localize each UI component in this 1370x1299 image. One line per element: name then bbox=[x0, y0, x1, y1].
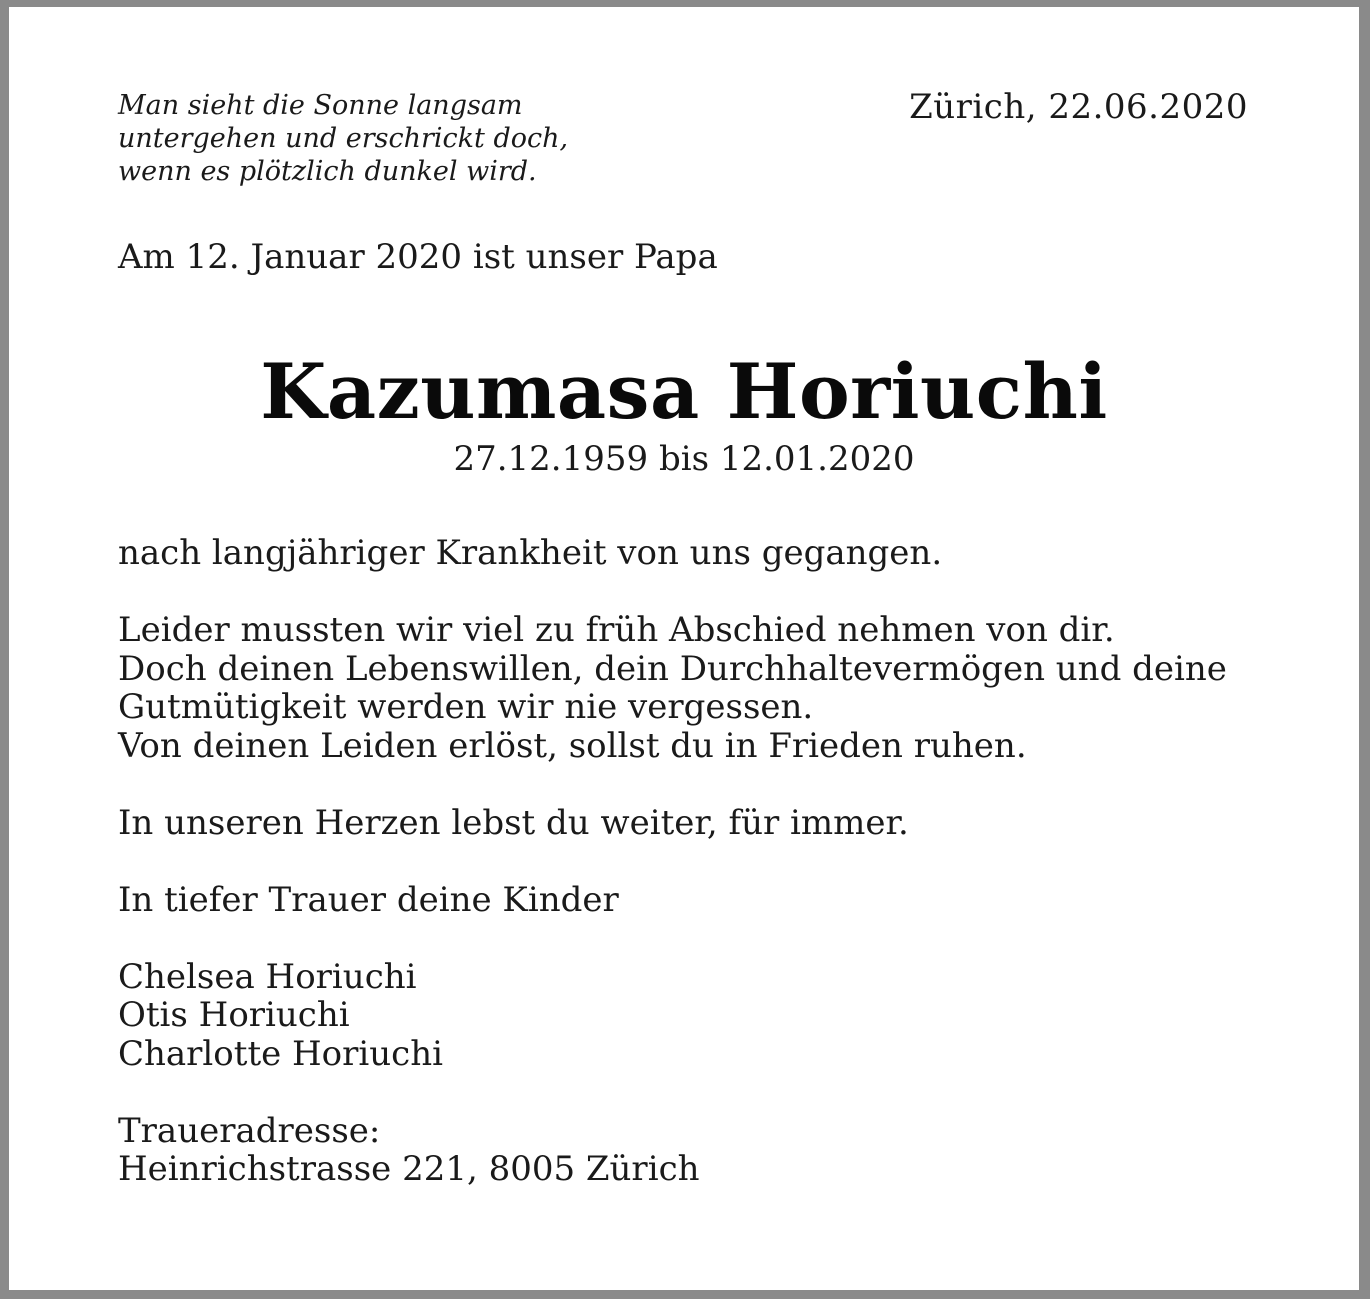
heart-line: In unseren Herzen lebst du weiter, für immer. bbox=[118, 802, 909, 843]
passed-line: nach langjähriger Krankheit von uns gegangen. bbox=[118, 533, 943, 573]
farewell-line: Von deinen Leiden erlöst, sollst du in Frieden ruhen. bbox=[118, 725, 1027, 766]
paragraph-gap bbox=[118, 1073, 1227, 1112]
paragraph-gap bbox=[118, 765, 1227, 804]
deceased-name: Kazumasa Horiuchi bbox=[260, 347, 1108, 436]
obituary-body bbox=[118, 534, 1227, 1189]
farewell-line: Doch deinen Lebenswillen, dein Durchhaltevermögen und deine bbox=[118, 648, 1227, 689]
place-and-date: Zürich, 22.06.2020 bbox=[909, 87, 1248, 127]
mourning-line: In tiefer Trauer deine Kinder bbox=[118, 879, 619, 920]
motto-quote bbox=[118, 89, 568, 188]
paragraph-gap bbox=[118, 919, 1227, 958]
child-name: Chelsea Horiuchi bbox=[118, 956, 417, 997]
life-dates: 27.12.1959 bis 12.01.2020 bbox=[453, 439, 915, 479]
farewell-line: Leider mussten wir viel zu früh Abschied nehmen von dir. bbox=[118, 610, 1115, 650]
child-name: Charlotte Horiuchi bbox=[118, 1033, 443, 1074]
farewell-line: Gutmütigkeit werden wir nie vergessen. bbox=[118, 687, 814, 727]
motto-line: untergehen und erschrickt doch, bbox=[118, 123, 569, 154]
address-label: Traueradresse: bbox=[118, 1110, 381, 1151]
child-name: Otis Horiuchi bbox=[118, 995, 350, 1035]
address-value: Heinrichstrasse 221, 8005 Zürich bbox=[118, 1149, 700, 1189]
intro-line: Am 12. Januar 2020 ist unser Papa bbox=[118, 237, 718, 277]
obituary-page bbox=[9, 7, 1359, 1290]
motto-line: Man sieht die Sonne langsam bbox=[118, 90, 523, 121]
paragraph-gap bbox=[118, 573, 1227, 612]
paragraph-gap bbox=[118, 842, 1227, 881]
motto-line: wenn es plötzlich dunkel wird. bbox=[118, 156, 537, 187]
